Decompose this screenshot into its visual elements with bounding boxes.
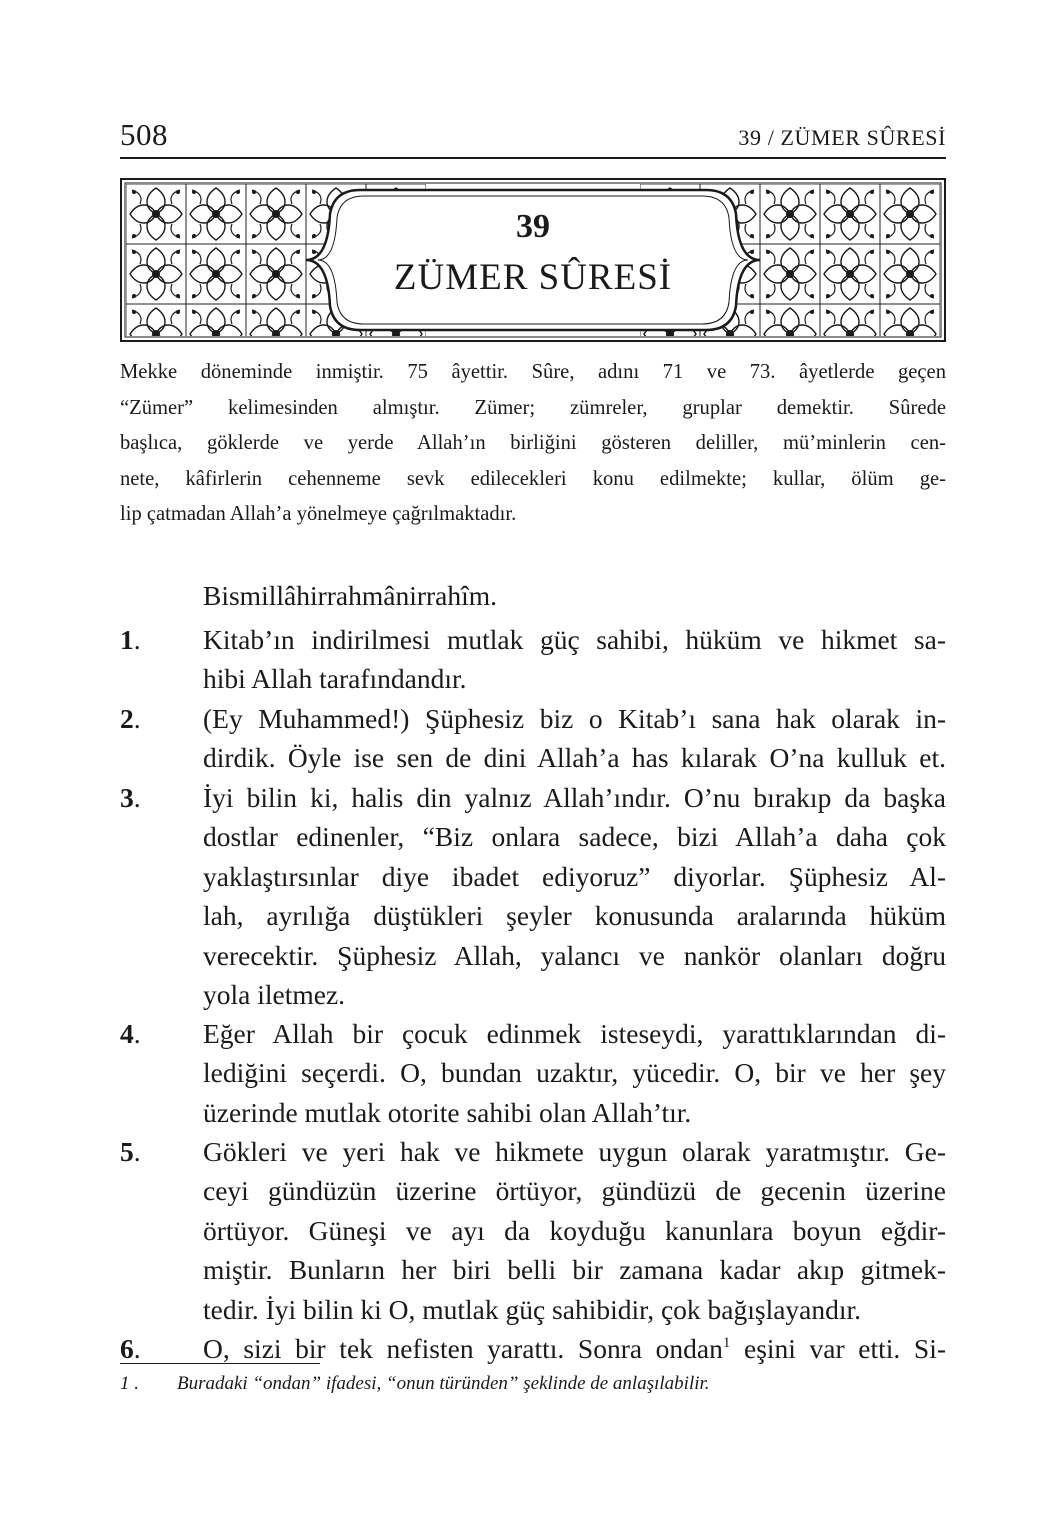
banner-title — [393, 178, 673, 342]
footnote-mark: 1 . — [120, 1373, 139, 1394]
page-number: 508 — [120, 117, 168, 152]
intro-line: nete, kâfirlerin cehenneme sevk edilecekleri konu edilmekte; kullar, ölüm ge- — [120, 467, 946, 490]
verse-line: Gökleri ve yeri hak ve hikmete uygun olarak yaratmıştır. Ge- — [203, 1136, 946, 1167]
verse-line: üzerinde mutlak otorite sahibi olan Allah’tır. — [203, 1096, 692, 1128]
verse-line: Eğer Allah bir çocuk edinmek isteseydi, yarattıklarından di- — [203, 1018, 946, 1049]
verse-line: tedir. İyi bilin ki O, mutlak güç sahibidir, çok bağışlayandır. — [203, 1293, 862, 1325]
intro-line: başlıca, göklerde ve yerde Allah’ın birliğini gösteren deliller, mü’minlerin cen- — [120, 432, 946, 455]
verse-text — [203, 778, 946, 1014]
surah-banner — [120, 178, 946, 342]
verse-line: yaklaştırsınlar diye ibadet ediyoruz” diyorlar. Şüphesiz Al- — [203, 860, 946, 892]
verse-line: ceyi gündüzün üzerine örtüyor, gündüzü de gecenin üzerine — [203, 1175, 946, 1207]
verse-line: Kitab’ın indirilmesi mutlak güç sahibi, hüküm ve hikmet sa- — [203, 624, 946, 655]
verse-text — [203, 699, 946, 778]
verse-text — [203, 1014, 946, 1132]
verse-line: O, sizi bir tek nefisten yarattı. Sonra ondan$^1$ eşini var etti. Si- — [203, 1333, 946, 1364]
verse-line: miştir. Bunların her biri belli bir zamana kadar akıp gitmek- — [203, 1254, 946, 1286]
footnote-divider — [120, 1363, 320, 1364]
verse-number: 4. — [120, 1018, 141, 1049]
verse-number: 3. — [120, 782, 141, 813]
verse-text — [203, 620, 946, 699]
intro-line: “Zümer” kelimesinden almıştır. Zümer; zümreler, gruplar demektir. Sûrede — [120, 396, 946, 419]
verse-number: 5. — [120, 1136, 141, 1167]
verse-line: lah, ayrılığa düştükleri şeyler konusunda aralarında hüküm — [203, 900, 946, 932]
footnote-reference[interactable]: 1 — [722, 1335, 731, 1351]
basmala: Bismillâhirrahmânirrahîm. — [203, 580, 498, 611]
verse-line: dostlar edinenler, “Biz onlara sadece, bizi Allah’a daha çok — [203, 821, 946, 853]
verse-line: verecektir. Şüphesiz Allah, yalancı ve nankör olanları doğru — [203, 939, 946, 971]
running-title: 39 / ZÜMER SÛRESİ — [738, 125, 946, 150]
verse-line: dirdik. Öyle ise sen de dini Allah’a has kılarak O’na kulluk et. — [203, 742, 946, 774]
intro-line: lip çatmadan Allah’a yönelmeye çağrılmaktadır. — [120, 503, 517, 526]
surah-number: 39 — [516, 208, 550, 245]
verse-line: İyi bilin ki, halis din yalnız Allah’ındır. O’nu bırakıp da başka — [203, 782, 946, 813]
footnote-text: Buradaki “ondan” ifadesi, “onun türünden” şeklinde de anlaşılabilir. — [177, 1373, 710, 1394]
surah-name: ZÜMER SÛRESİ — [393, 257, 673, 298]
verse-number: 6. — [120, 1333, 141, 1364]
verse-line: örtüyor. Güneşi ve ayı da koyduğu kanunlara boyun eğdir- — [203, 1214, 946, 1246]
verse-number: 2. — [120, 703, 141, 734]
verse-line: hibi Allah tarafındandır. — [203, 663, 467, 695]
verse-number: 1. — [120, 624, 141, 655]
surah-introduction — [120, 355, 946, 533]
intro-line: Mekke döneminde inmiştir. 75 âyettir. Sûre, adını 71 ve 73. âyetlerde geçen — [120, 361, 946, 383]
running-header — [120, 113, 946, 159]
verse-line: (Ey Muhammed!) Şüphesiz biz o Kitab’ı sana hak olarak in- — [203, 703, 946, 734]
verse-line: lediğini seçerdi. O, bundan uzaktır, yücedir. O, bir ve her şey — [203, 1057, 946, 1089]
verse-line: yola iletmez. — [203, 979, 346, 1011]
verse-text — [203, 1132, 946, 1329]
